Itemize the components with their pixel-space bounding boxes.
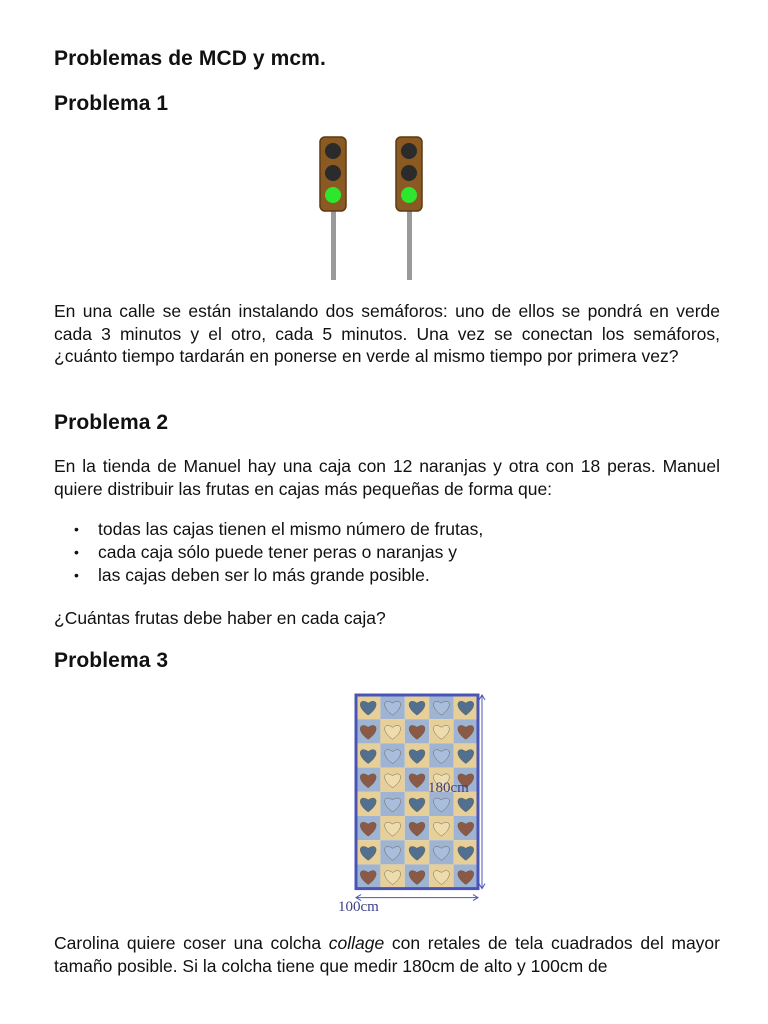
problem-1-heading: Problema 1 [54,92,169,115]
problem-2-list [54,518,483,587]
traffic-lights-figure [316,135,436,280]
problem-1-text: En una calle se están instalando dos semáforos: uno de ellos se pondrá en verde cada 3 minutos y el otro, cada 5 minutos. Una vez se conectan los semáforos, ¿cuánto tiempo tardarán en ponerse en verde al mismo tiempo por primera vez? [54,301,720,366]
traffic-light-left [320,137,346,280]
problem-3-text-start: Carolina quiere coser una colcha [54,933,329,953]
problem-3-text-end: con retales de tela cuadrados del mayor tamaño posible. Si la colcha tiene que medir 180cm de alto y 100cm de [54,933,720,976]
problem-2-intro: En la tienda de Manuel hay una caja con 12 naranjas y otra con 18 peras. Manuel quiere distribuir las frutas en cajas más pequeñas de forma que: [54,456,720,499]
problem-3-text [54,932,720,977]
problem-2-question: ¿Cuántas frutas debe haber en cada caja? [54,608,386,628]
traffic-light-right [396,137,422,280]
list-item: • cada caja sólo puede tener peras o naranjas y [54,541,483,564]
page-title: Problemas de MCD y mcm. [54,47,326,70]
list-item: • todas las cajas tienen el mismo número de frutas, [54,518,483,541]
quilt-figure [298,690,528,922]
list-item: • las cajas deben ser lo más grande posible. [54,564,483,587]
quilt-diagram [298,690,528,922]
problem-3-text-italic: collage [328,933,385,953]
problem-2-heading: Problema 2 [54,411,169,434]
problem-3-heading: Problema 3 [54,649,169,672]
quilt-height-label: 180cm [428,780,469,796]
quilt-width-label: 100cm [338,899,379,915]
